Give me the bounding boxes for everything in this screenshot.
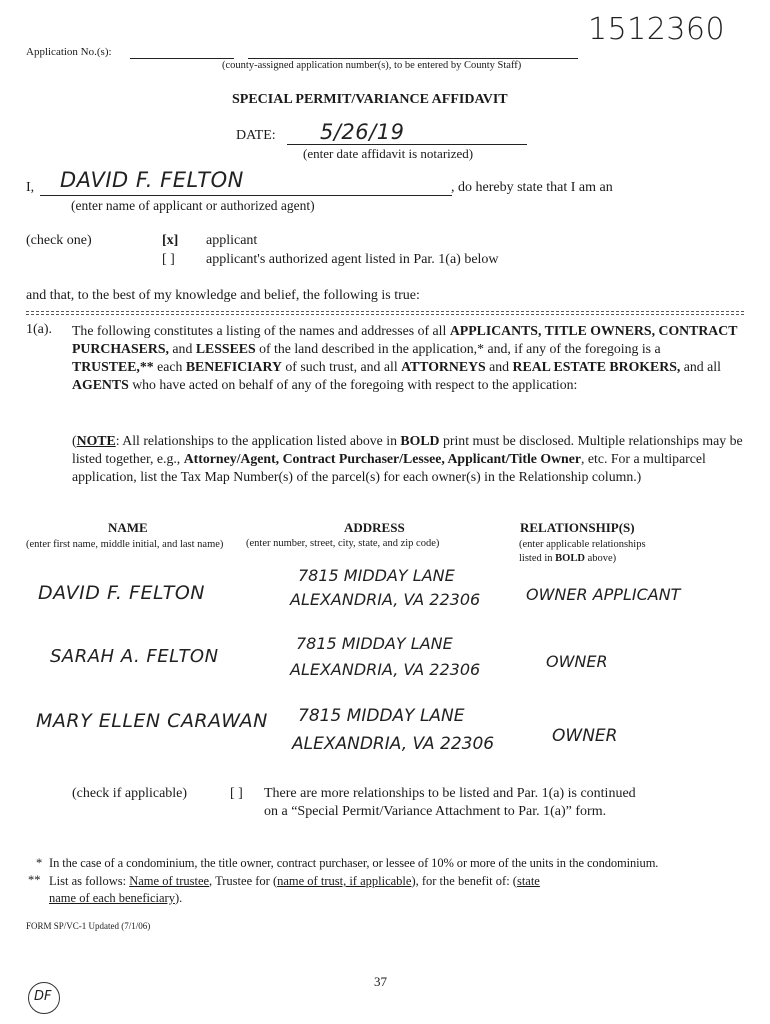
- applicant-option-label: applicant: [206, 233, 258, 248]
- declarant-suffix: , do hereby state that I am an: [451, 180, 613, 195]
- declarant-hint: (enter name of applicant or authorized agent): [71, 198, 315, 213]
- agent-option-label: applicant's authorized agent listed in Par. 1(a) below: [206, 252, 499, 267]
- table-row-1-name: DAVID F. FELTON: [38, 582, 206, 604]
- stamp-number: 1512360: [588, 12, 726, 47]
- application-no-label: Application No.(s):: [26, 46, 112, 58]
- address-column-hint: (enter number, street, city, state, and zip code): [246, 538, 440, 549]
- initials-text: DF: [34, 989, 52, 1004]
- par-1a-text: The following constitutes a listing of the names and addresses of all APPLICANTS, TITLE OWNERS, CONTRACT PURCHASERS, and LESSEES of the land described in the application,* and, if any of the foregoing is a TRUSTEE,** each BENEFICIARY of such trust, and all ATTORNEYS and REAL ESTATE BROKERS, and all AGENTS who have acted on behalf of any of the foregoing with respect to the application:: [72, 323, 738, 392]
- page-title: SPECIAL PERMIT/VARIANCE AFFIDAVIT: [232, 92, 508, 107]
- agent-checkbox[interactable]: [ ]: [162, 252, 175, 267]
- section-divider-2: [26, 314, 744, 315]
- footnote-2-mark: **: [28, 873, 41, 887]
- section-divider: [26, 311, 744, 312]
- footnote-1-mark: *: [36, 856, 43, 870]
- continuation-line-2: on a “Special Permit/Variance Attachment to Par. 1(a)” form.: [264, 804, 607, 819]
- par-1a-number: 1(a).: [26, 322, 53, 337]
- table-row-1-address-1: 7815 MIDDAY LANE: [298, 566, 455, 585]
- table-row-2-relationship: OWNER: [546, 652, 608, 671]
- table-row-1-relationship: OWNER APPLICANT: [526, 585, 681, 604]
- date-field[interactable]: [287, 144, 527, 145]
- applicant-checkbox[interactable]: [x]: [162, 233, 179, 248]
- check-one-label: (check one): [26, 233, 92, 248]
- declarant-name-field[interactable]: [40, 195, 452, 196]
- table-row-1-address-2: ALEXANDRIA, VA 22306: [290, 590, 481, 609]
- name-column-header: NAME: [108, 520, 148, 535]
- application-no-field[interactable]: [130, 58, 234, 59]
- relationship-column-header: RELATIONSHIP(S): [520, 520, 635, 535]
- table-row-2-name: SARAH A. FELTON: [50, 646, 219, 667]
- knowledge-statement: and that, to the best of my knowledge and belief, the following is true:: [26, 288, 420, 303]
- application-no-field-2[interactable]: [248, 58, 578, 59]
- table-row-2-address-2: ALEXANDRIA, VA 22306: [290, 660, 481, 679]
- declarant-prefix: I,: [26, 180, 35, 195]
- table-row-3-name: MARY ELLEN CARAWAN: [36, 710, 268, 732]
- date-label: DATE:: [236, 128, 276, 143]
- form-id: FORM SP/VC-1 Updated (7/1/06): [26, 921, 151, 931]
- footnote-2-text: List as follows: Name of trustee, Trustee for (name of trust, if applicable), for the benefit of: (state name of each beneficiary).: [49, 874, 540, 905]
- name-column-hint: (enter first name, middle initial, and last name): [26, 539, 224, 550]
- table-row-3-address-2: ALEXANDRIA, VA 22306: [292, 734, 495, 754]
- relationship-column-hint: (enter applicable relationships listed in BOLD above): [519, 539, 646, 564]
- continuation-label: (check if applicable): [72, 786, 188, 801]
- footnote-1-text: In the case of a condominium, the title owner, contract purchaser, or lessee of 10% or more of the units in the condominium.: [49, 856, 659, 870]
- declarant-name: DAVID F. FELTON: [60, 168, 244, 192]
- address-column-header: ADDRESS: [344, 520, 405, 535]
- continuation-checkbox[interactable]: [ ]: [230, 786, 243, 801]
- continuation-line-1: There are more relationships to be listed and Par. 1(a) is continued: [264, 786, 636, 801]
- date-value: 5/26/19: [320, 120, 405, 144]
- note-paragraph: (NOTE: All relationships to the application listed above in BOLD print must be disclosed. Multiple relationships may be listed together, e.g., Attorney/Agent, Contract Purchaser/Lessee, Applicant/Title Owner, etc. For a multiparcel application, list the Tax Map Number(s) of the parcel(s) for each owner(s) in the Relationship column.): [72, 433, 743, 484]
- initials-stamp: [28, 982, 60, 1014]
- date-hint: (enter date affidavit is notarized): [303, 146, 474, 161]
- table-row-2-address-1: 7815 MIDDAY LANE: [296, 634, 453, 653]
- page-number: 37: [374, 974, 387, 989]
- application-no-hint: (county-assigned application number(s), to be entered by County Staff): [222, 60, 522, 71]
- table-row-3-relationship: OWNER: [552, 726, 618, 746]
- table-row-3-address-1: 7815 MIDDAY LANE: [298, 706, 465, 726]
